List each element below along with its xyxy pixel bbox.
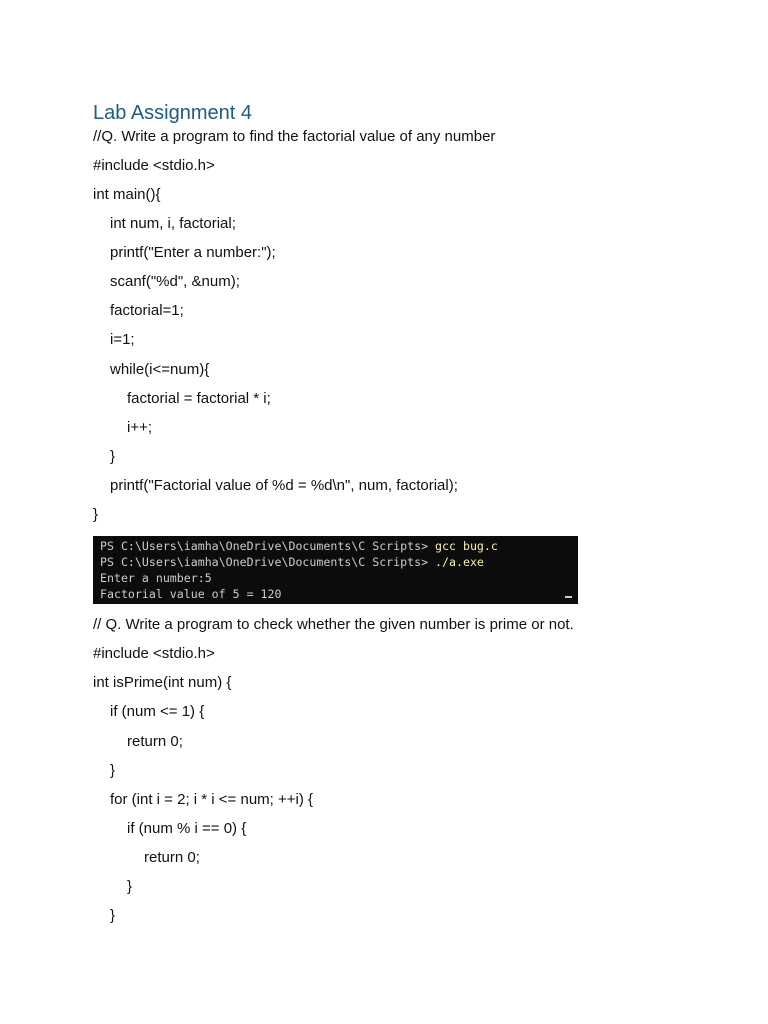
terminal-cursor bbox=[565, 596, 572, 598]
terminal-command: gcc bug.c bbox=[435, 539, 498, 553]
question-2: // Q. Write a program to check whether the given number is prime or not. bbox=[93, 616, 574, 633]
code-line: } bbox=[127, 878, 133, 895]
code-line: if (num % i == 0) { bbox=[127, 820, 247, 837]
code-line: #include <stdio.h> bbox=[93, 645, 215, 662]
terminal-line bbox=[100, 555, 484, 569]
code-line: factorial = factorial * i; bbox=[127, 390, 271, 407]
code-line: for (int i = 2; i * i <= num; ++i) { bbox=[110, 791, 314, 808]
code-line: } bbox=[110, 448, 116, 465]
code-line: #include <stdio.h> bbox=[93, 157, 215, 174]
code-line: } bbox=[110, 907, 116, 924]
code-line: factorial=1; bbox=[110, 302, 184, 319]
code-line: while(i<=num){ bbox=[110, 361, 210, 378]
code-line: if (num <= 1) { bbox=[110, 703, 205, 720]
code-line: return 0; bbox=[127, 733, 183, 750]
terminal-line: Enter a number:5 bbox=[100, 571, 212, 585]
code-line: printf("Factorial value of %d = %d\n", num, factorial); bbox=[110, 477, 458, 494]
code-line: } bbox=[110, 762, 116, 779]
code-line: } bbox=[93, 506, 99, 523]
code-line: return 0; bbox=[144, 849, 200, 866]
code-line: int num, i, factorial; bbox=[110, 215, 236, 232]
code-line: i=1; bbox=[110, 331, 135, 348]
terminal-prompt: PS C:\Users\iamha\OneDrive\Documents\C Scripts> bbox=[100, 539, 436, 553]
code-line: i++; bbox=[127, 419, 153, 436]
page-title: Lab Assignment 4 bbox=[93, 102, 252, 124]
terminal-command: ./a.exe bbox=[435, 555, 484, 569]
terminal-prompt: PS C:\Users\iamha\OneDrive\Documents\C Scripts> bbox=[100, 555, 436, 569]
terminal-output bbox=[93, 536, 578, 604]
code-line: scanf("%d", &num); bbox=[110, 273, 240, 290]
question-1: //Q. Write a program to find the factorial value of any number bbox=[93, 128, 496, 145]
terminal-line bbox=[100, 539, 498, 553]
code-line: int isPrime(int num) { bbox=[93, 674, 232, 691]
code-line: int main(){ bbox=[93, 186, 161, 203]
terminal-line: Factorial value of 5 = 120 bbox=[100, 587, 282, 601]
code-line: printf("Enter a number:"); bbox=[110, 244, 276, 261]
